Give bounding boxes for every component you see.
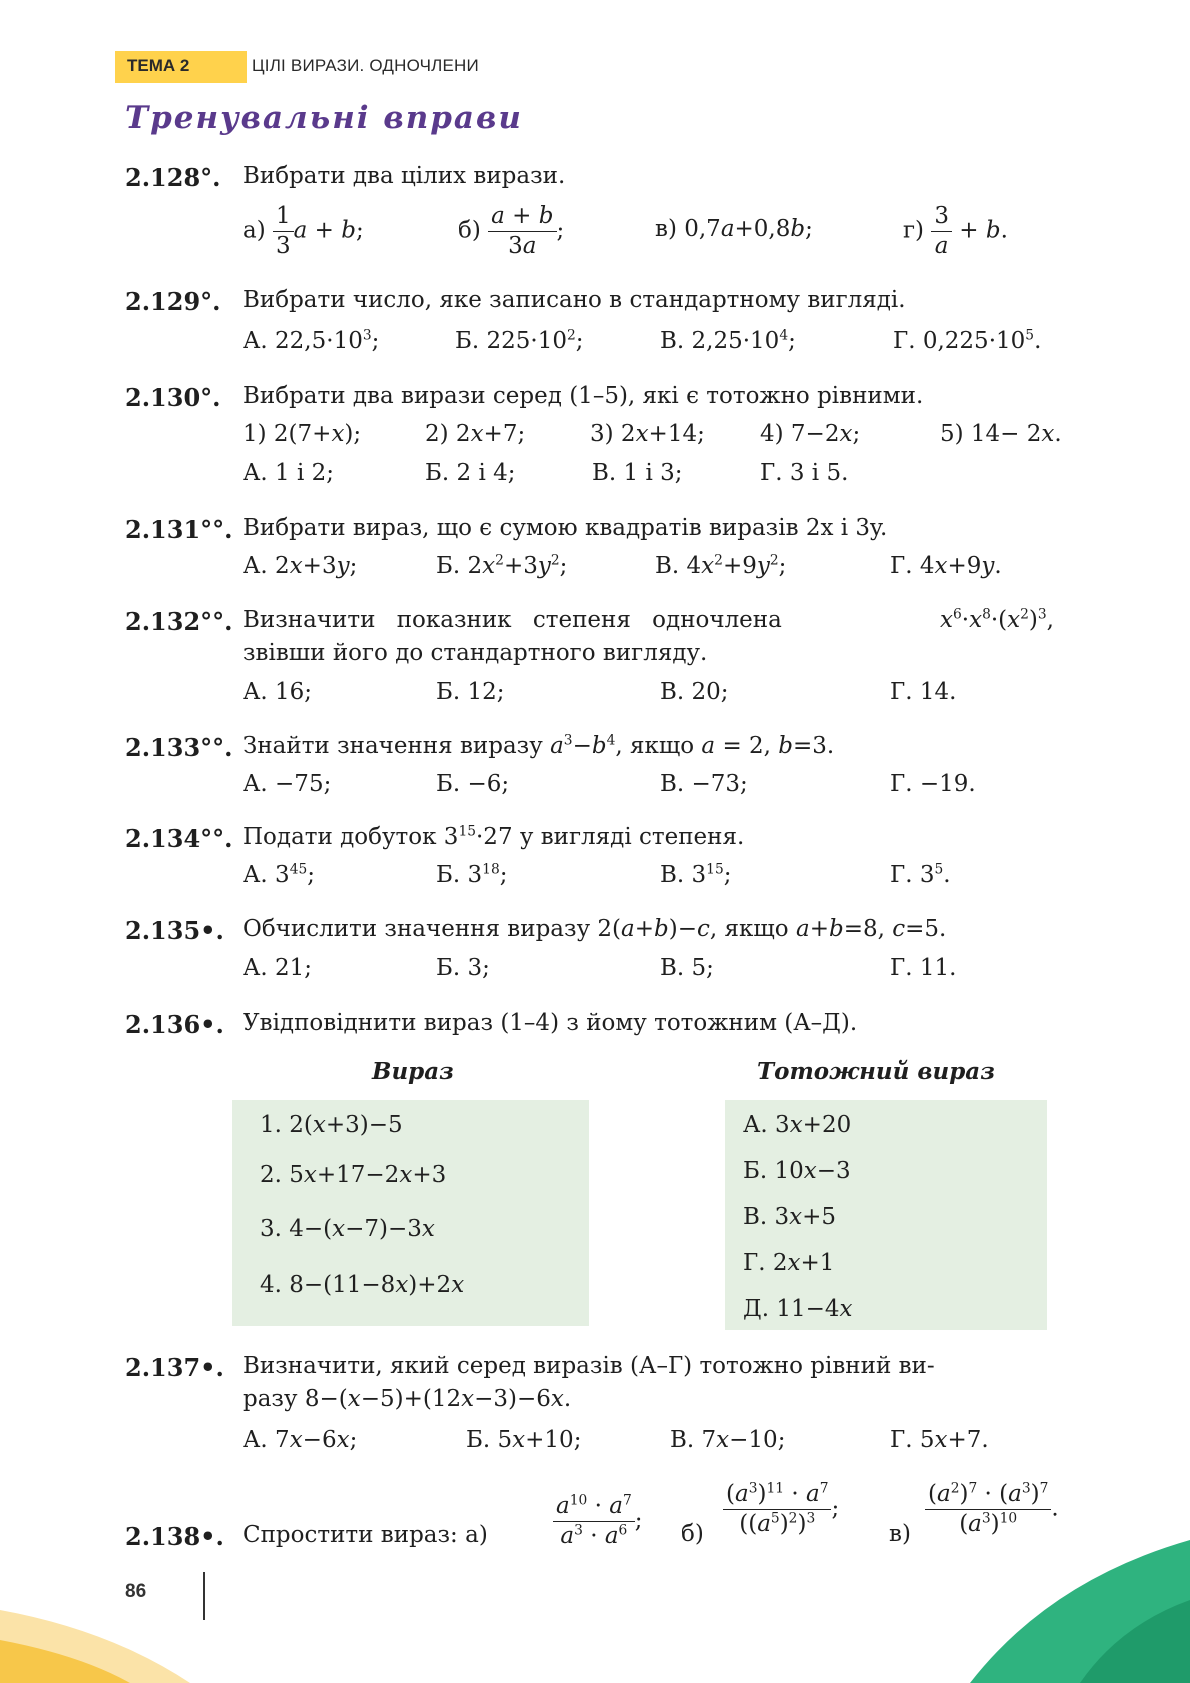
option-v: В. $2,25\cdot 10^4$; [660,327,796,354]
exercise-number: 2.128°. [125,163,221,192]
exercise-text: Спростити вираз: а) [243,1522,488,1548]
option-a: а) $\frac{1}{3}$ a + b; [243,203,364,259]
exercise-text-continued: разу 8−(x−5)+(12x−3)−6x. [243,1386,572,1412]
expression-v-label: в) [889,1521,911,1547]
exercise-text: Визначити, який серед виразів (А–Г) тотожно рівний ви- [243,1353,935,1379]
option-v: в) 0,7a+0,8b; [655,216,813,242]
exercise-text: Увідповіднити вираз (1–4) з йому тотожним (А–Д). [243,1010,858,1036]
exercise-number: 2.130°. [125,383,221,412]
expression-item: 1. 2(x+3)−5 [260,1112,403,1138]
identical-item: Д. 11−4x [743,1296,853,1322]
exercise-text: Подати добуток $3^{15}\cdot 27$ у вигляді степеня. [243,823,745,850]
exercise-text-continued: звівши його до стандартного вигляду. [243,640,708,666]
topic-badge: ТЕМА 2 [115,51,247,83]
exercise-number: 2.138•. [125,1522,224,1551]
expression-list-box [232,1100,589,1326]
expression-item: 2. 5x+17−2x+3 [260,1162,447,1188]
expression-b-label: б) [681,1521,704,1547]
column-header-identical: Тотожний вираз [757,1058,995,1085]
exercise-number: 2.134°°. [125,824,233,853]
exercise-text: Вибрати вираз, що є сумою квадратів виразів 2x і 3y. [243,515,888,541]
topic-title: ЦІЛІ ВИРАЗИ. ОДНОЧЛЕНИ [252,56,479,75]
identical-item: А. 3x+20 [743,1112,852,1138]
identical-item: Г. 2x+1 [743,1250,835,1276]
exercise-number: 2.137•. [125,1353,224,1382]
exercise-number: 2.131°°. [125,515,233,544]
page-number: 86 [125,1581,147,1602]
exercise-text: Обчислити значення виразу 2(a+b)−c, якщо a+b=8, c=5. [243,916,947,942]
exercise-text: Вибрати два цілих вирази. [243,163,566,189]
identical-item: В. 3x+5 [743,1204,837,1230]
option-g: Г. $0,225\cdot 10^5$. [893,327,1042,354]
corner-decoration-right [930,1540,1190,1683]
exercise-number: 2.129°. [125,287,221,316]
expression-item: 4. 8−(11−8x)+2x [260,1272,465,1298]
corner-decoration-left [0,1560,260,1683]
exercise-text: Вибрати два вирази серед (1–5), які є тотожно рівними. [243,383,924,409]
exercise-number: 2.136•. [125,1010,224,1039]
option-a: А. $22,5\cdot 10^3$; [243,327,380,354]
expression-b: $\frac{(a^3)^{11} \cdot a^7}{((a^5)^2)^3}$ ; [723,1480,839,1539]
exercise-number: 2.135•. [125,916,224,945]
option-b: Б. $225\cdot 10^2$; [455,327,584,354]
exercise-text: Вибрати число, яке записано в стандартному вигляді. [243,287,906,313]
column-header-expression: Вираз [372,1058,454,1085]
exercise-text: Визначити показник степеня одночлена [243,607,782,633]
identical-item: Б. 10x−3 [743,1158,851,1184]
section-title: Тренувальні вправи [125,100,523,136]
expression-item: 3. 4−(x−7)−3x [260,1216,435,1242]
exercise-text: Знайти значення виразу $a^3-b^4$, якщо a = 2, b=3. [243,732,835,759]
expression-a: $\frac{a^{10} \cdot a^7}{a^3 \cdot a^6}$ ; [553,1492,642,1551]
exercise-number: 2.133°°. [125,733,233,762]
exercise-number: 2.132°°. [125,607,233,636]
option-b: б) $\frac{a + b}{3a}$ ; [458,203,565,259]
identical-list-box [725,1100,1047,1330]
option-g: г) $\frac{3}{a}$ + b. [903,203,1008,259]
expression-v: $\frac{(a^2)^7 \cdot (a^3)^7}{(a^3)^{10}}$ . [925,1480,1059,1539]
